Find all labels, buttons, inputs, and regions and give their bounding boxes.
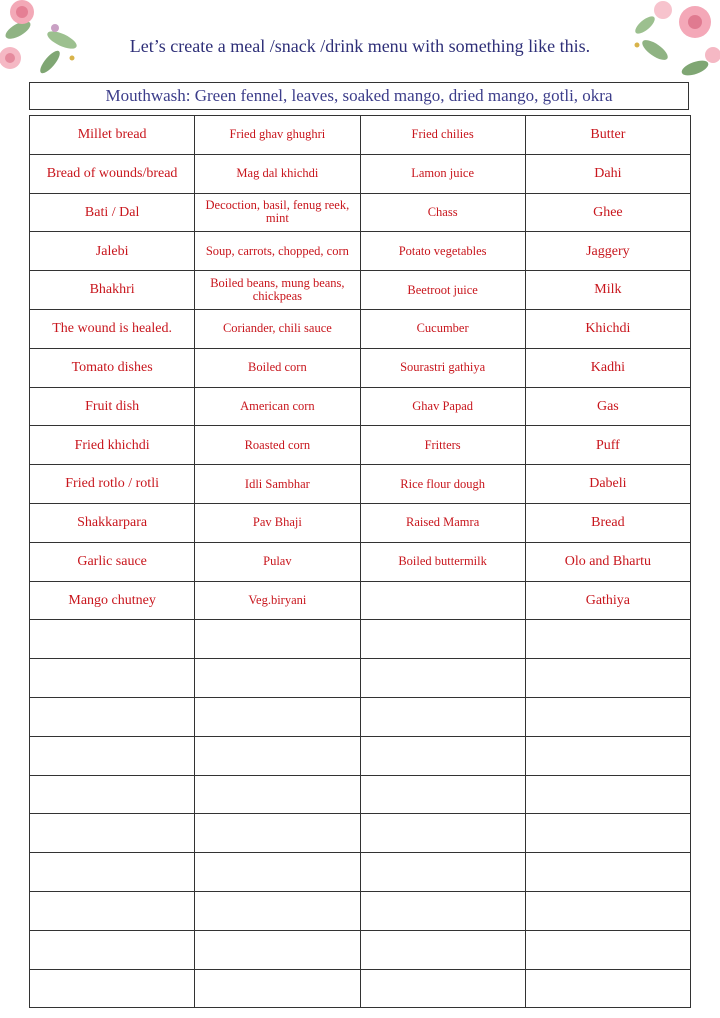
table-row xyxy=(30,387,691,426)
table-cell xyxy=(360,814,525,853)
page-title: Let’s create a meal /snack /drink menu with something like this. xyxy=(129,36,591,56)
table-cell xyxy=(30,775,195,814)
mouthwash-text: Mouthwash: Green fennel, leaves, soaked mango, dried mango, gotli, okra xyxy=(105,86,613,105)
table-cell: Decoction, basil, fenug reek, mint xyxy=(195,193,360,232)
table-cell: Mag dal khichdi xyxy=(195,154,360,193)
table-cell: Roasted corn xyxy=(195,426,360,465)
table-row xyxy=(30,465,691,504)
table-cell: Lamon juice xyxy=(360,154,525,193)
table-cell: Pav Bhaji xyxy=(195,503,360,542)
table-cell: Bread of wounds/bread xyxy=(30,154,195,193)
table-cell: The wound is healed. xyxy=(30,309,195,348)
table-cell xyxy=(30,930,195,969)
table-row xyxy=(30,853,691,892)
table-cell xyxy=(30,814,195,853)
table-cell: Coriander, chili sauce xyxy=(195,309,360,348)
table-cell xyxy=(360,969,525,1008)
table-cell: Boiled buttermilk xyxy=(360,542,525,581)
table-cell xyxy=(360,775,525,814)
table-cell xyxy=(360,697,525,736)
table-row xyxy=(30,891,691,930)
table-cell: Boiled beans, mung beans, chickpeas xyxy=(195,271,360,310)
table-cell: Dabeli xyxy=(525,465,690,504)
table-cell xyxy=(525,930,690,969)
table-cell: Potato vegetables xyxy=(360,232,525,271)
table-cell xyxy=(30,736,195,775)
table-cell: Fried ghav ghughri xyxy=(195,116,360,155)
table-row xyxy=(30,271,691,310)
table-cell xyxy=(195,620,360,659)
table-cell xyxy=(525,969,690,1008)
table-cell: Bhakhri xyxy=(30,271,195,310)
table-row xyxy=(30,814,691,853)
table-cell: Ghav Papad xyxy=(360,387,525,426)
table-row xyxy=(30,736,691,775)
table-cell: Puff xyxy=(525,426,690,465)
table-cell xyxy=(30,969,195,1008)
table-cell: Tomato dishes xyxy=(30,348,195,387)
table-cell xyxy=(195,775,360,814)
table-cell: Jalebi xyxy=(30,232,195,271)
table-row xyxy=(30,309,691,348)
table-cell: Shakkarpara xyxy=(30,503,195,542)
table-cell: Sourastri gathiya xyxy=(360,348,525,387)
table-cell xyxy=(30,853,195,892)
table-cell: Gathiya xyxy=(525,581,690,620)
table-cell xyxy=(525,736,690,775)
table-row xyxy=(30,581,691,620)
table-cell xyxy=(360,853,525,892)
table-cell: Beetroot juice xyxy=(360,271,525,310)
menu-table xyxy=(29,115,691,1008)
table-cell: Fried chilies xyxy=(360,116,525,155)
table-row xyxy=(30,193,691,232)
table-cell: Bread xyxy=(525,503,690,542)
table-row xyxy=(30,930,691,969)
table-row xyxy=(30,503,691,542)
table-cell xyxy=(195,697,360,736)
table-cell: Raised Mamra xyxy=(360,503,525,542)
table-cell: Mango chutney xyxy=(30,581,195,620)
table-cell: Cucumber xyxy=(360,309,525,348)
table-cell xyxy=(30,659,195,698)
table-cell: Bati / Dal xyxy=(30,193,195,232)
table-cell xyxy=(360,930,525,969)
table-cell xyxy=(525,853,690,892)
table-cell: Olo and Bhartu xyxy=(525,542,690,581)
table-cell: Dahi xyxy=(525,154,690,193)
table-row xyxy=(30,542,691,581)
table-cell xyxy=(525,620,690,659)
table-row xyxy=(30,659,691,698)
table-cell: Khichdi xyxy=(525,309,690,348)
table-cell xyxy=(30,891,195,930)
table-cell xyxy=(525,814,690,853)
table-cell: Millet bread xyxy=(30,116,195,155)
table-cell xyxy=(525,775,690,814)
table-cell xyxy=(525,891,690,930)
table-cell: Milk xyxy=(525,271,690,310)
table-row xyxy=(30,426,691,465)
floral-decoration-left xyxy=(0,0,95,85)
table-cell xyxy=(360,736,525,775)
table-cell: Idli Sambhar xyxy=(195,465,360,504)
table-cell xyxy=(195,853,360,892)
table-cell xyxy=(195,659,360,698)
table-row xyxy=(30,775,691,814)
table-cell: Butter xyxy=(525,116,690,155)
table-cell: Kadhi xyxy=(525,348,690,387)
table-cell xyxy=(195,736,360,775)
table-cell: Jaggery xyxy=(525,232,690,271)
table-row xyxy=(30,620,691,659)
table-cell xyxy=(195,930,360,969)
table-cell: Garlic sauce xyxy=(30,542,195,581)
table-cell xyxy=(360,581,525,620)
table-cell: Fried khichdi xyxy=(30,426,195,465)
table-cell xyxy=(195,969,360,1008)
table-cell xyxy=(360,659,525,698)
table-cell: American corn xyxy=(195,387,360,426)
table-row xyxy=(30,154,691,193)
table-cell xyxy=(30,697,195,736)
table-cell: Veg.biryani xyxy=(195,581,360,620)
table-cell xyxy=(525,697,690,736)
table-row xyxy=(30,697,691,736)
mouthwash-line xyxy=(29,82,689,110)
table-cell: Ghee xyxy=(525,193,690,232)
table-cell: Soup, carrots, chopped, corn xyxy=(195,232,360,271)
table-cell: Fried rotlo / rotli xyxy=(30,465,195,504)
table-cell: Chass xyxy=(360,193,525,232)
table-cell: Fritters xyxy=(360,426,525,465)
table-cell xyxy=(525,659,690,698)
table-cell: Rice flour dough xyxy=(360,465,525,504)
table-cell: Boiled corn xyxy=(195,348,360,387)
table-cell: Pulav xyxy=(195,542,360,581)
table-cell xyxy=(360,891,525,930)
table-cell xyxy=(195,891,360,930)
table-row xyxy=(30,232,691,271)
table-row xyxy=(30,969,691,1008)
floral-decoration-right xyxy=(625,0,720,85)
table-cell: Fruit dish xyxy=(30,387,195,426)
table-row xyxy=(30,116,691,155)
table-row xyxy=(30,348,691,387)
table-cell xyxy=(360,620,525,659)
table-cell xyxy=(195,814,360,853)
table-cell xyxy=(30,620,195,659)
table-cell: Gas xyxy=(525,387,690,426)
